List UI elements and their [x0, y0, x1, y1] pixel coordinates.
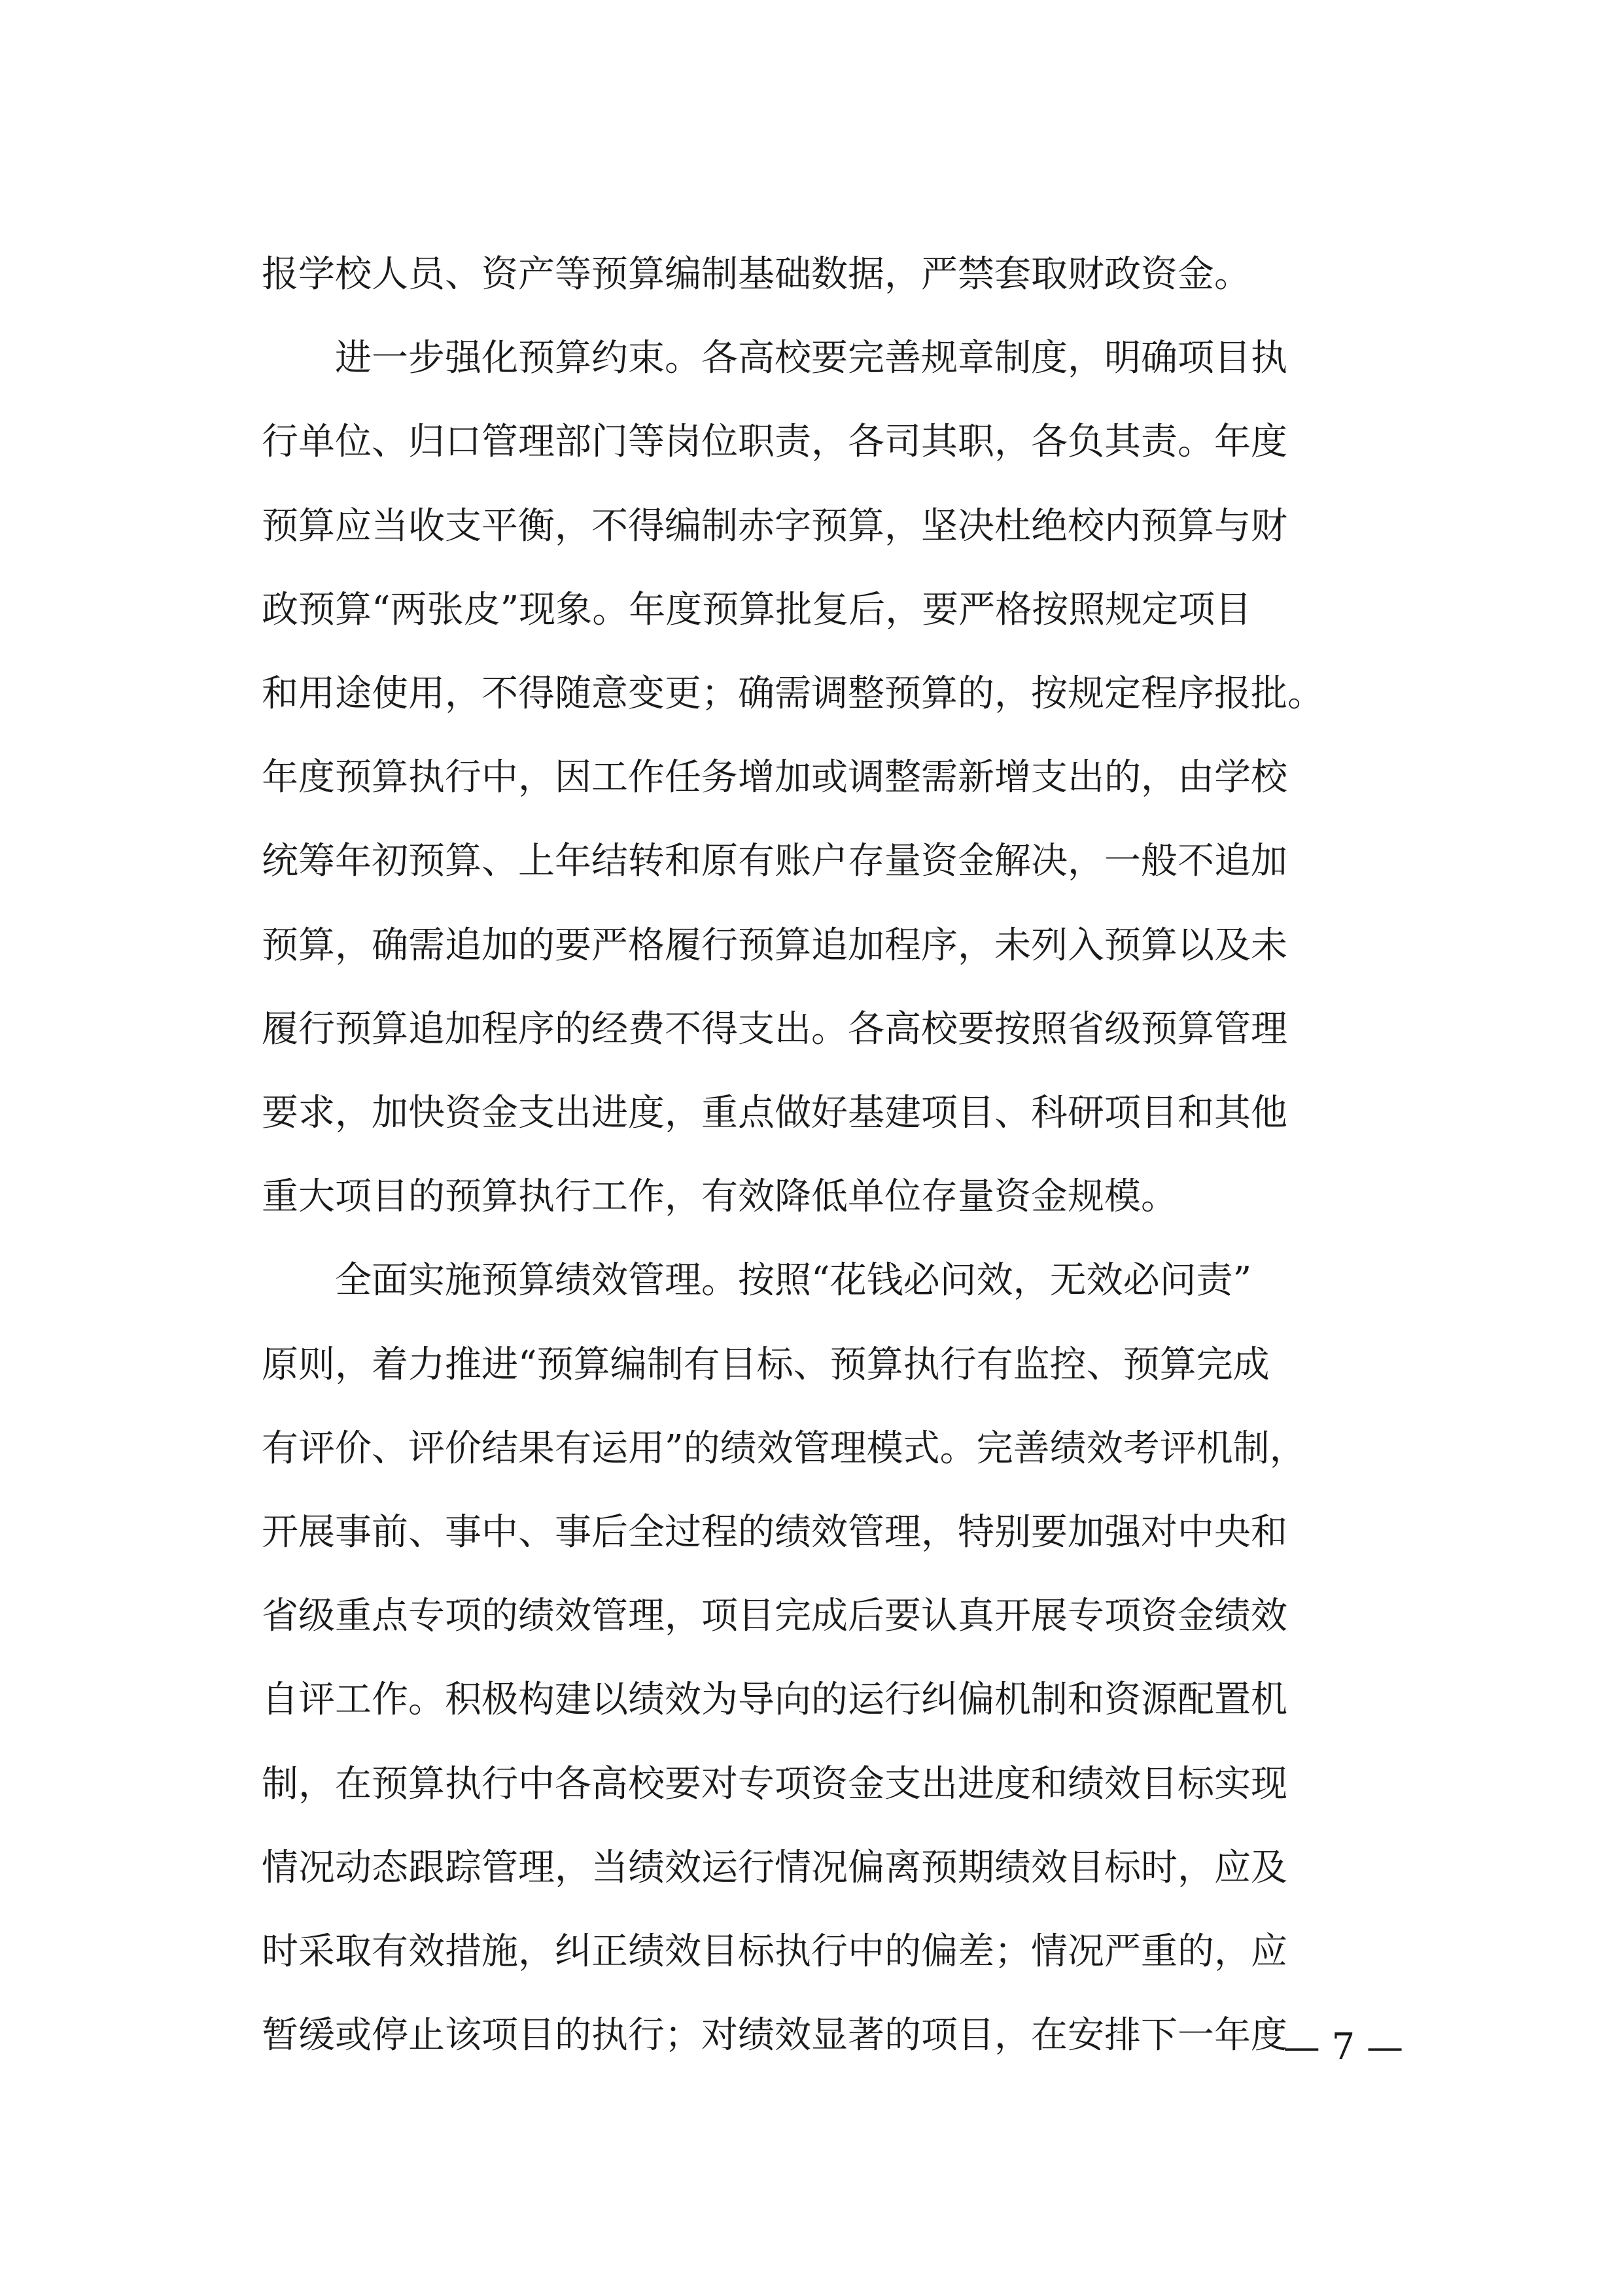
- text-line: 行单位、归口管理部门等岗位职责，各司其职，各负其责。年度: [262, 421, 1287, 463]
- page-number: — 7 —: [1283, 2026, 1403, 2068]
- text-line: 预算应当收支平衡，不得编制赤字预算，坚决杜绝校内预算与财: [262, 505, 1287, 548]
- text-line: 统筹年初预算、上年结转和原有账户存量资金解决，一般不追加: [262, 840, 1287, 882]
- text-line: 情况动态跟踪管理，当绩效运行情况偏离预期绩效目标时，应及: [262, 1847, 1287, 1889]
- text-line: 全面实施预算绩效管理。按照“花钱必问效，无效必问责”: [262, 1259, 1252, 1302]
- text-line: 自评工作。积极构建以绩效为导向的运行纠偏机制和资源配置机: [262, 1679, 1287, 1721]
- text-line: 重大项目的预算执行工作，有效降低单位存量资金规模。: [262, 1175, 1178, 1218]
- text-line: 制，在预算执行中各高校要对专项资金支出进度和绩效目标实现: [262, 1763, 1287, 1805]
- text-line: 原则，着力推进“预算编制有目标、预算执行有监控、预算完成: [262, 1344, 1270, 1386]
- text-line: 要求，加快资金支出进度，重点做好基建项目、科研项目和其他: [262, 1092, 1287, 1134]
- text-line: 时采取有效措施，纠正绩效目标执行中的偏差；情况严重的，应: [262, 1930, 1287, 1973]
- text-line: 暂缓或停止该项目的执行；对绩效显著的项目，在安排下一年度: [262, 2014, 1287, 2057]
- text-line: 报学校人员、资产等预算编制基础数据，严禁套取财政资金。: [262, 253, 1251, 296]
- text-line: 开展事前、事中、事后全过程的绩效管理，特别要加强对中央和: [262, 1511, 1287, 1554]
- text-line: 省级重点专项的绩效管理，项目完成后要认真开展专项资金绩效: [262, 1595, 1287, 1637]
- text-line: 政预算“两张皮”现象。年度预算批复后，要严格按照规定项目: [262, 589, 1252, 631]
- text-line: 和用途使用，不得随意变更；确需调整预算的，按规定程序报批。: [262, 672, 1324, 715]
- text-line: 有评价、评价结果有运用”的绩效管理模式。完善绩效考评机制，: [262, 1427, 1306, 1470]
- text-line: 年度预算执行中，因工作任务增加或调整需新增支出的，由学校: [262, 756, 1287, 799]
- text-line: 履行预算追加程序的经费不得支出。各高校要按照省级预算管理: [262, 1008, 1287, 1051]
- text-line: 进一步强化预算约束。各高校要完善规章制度，明确项目执: [262, 337, 1287, 379]
- text-line: 预算，确需追加的要严格履行预算追加程序，未列入预算以及未: [262, 924, 1287, 967]
